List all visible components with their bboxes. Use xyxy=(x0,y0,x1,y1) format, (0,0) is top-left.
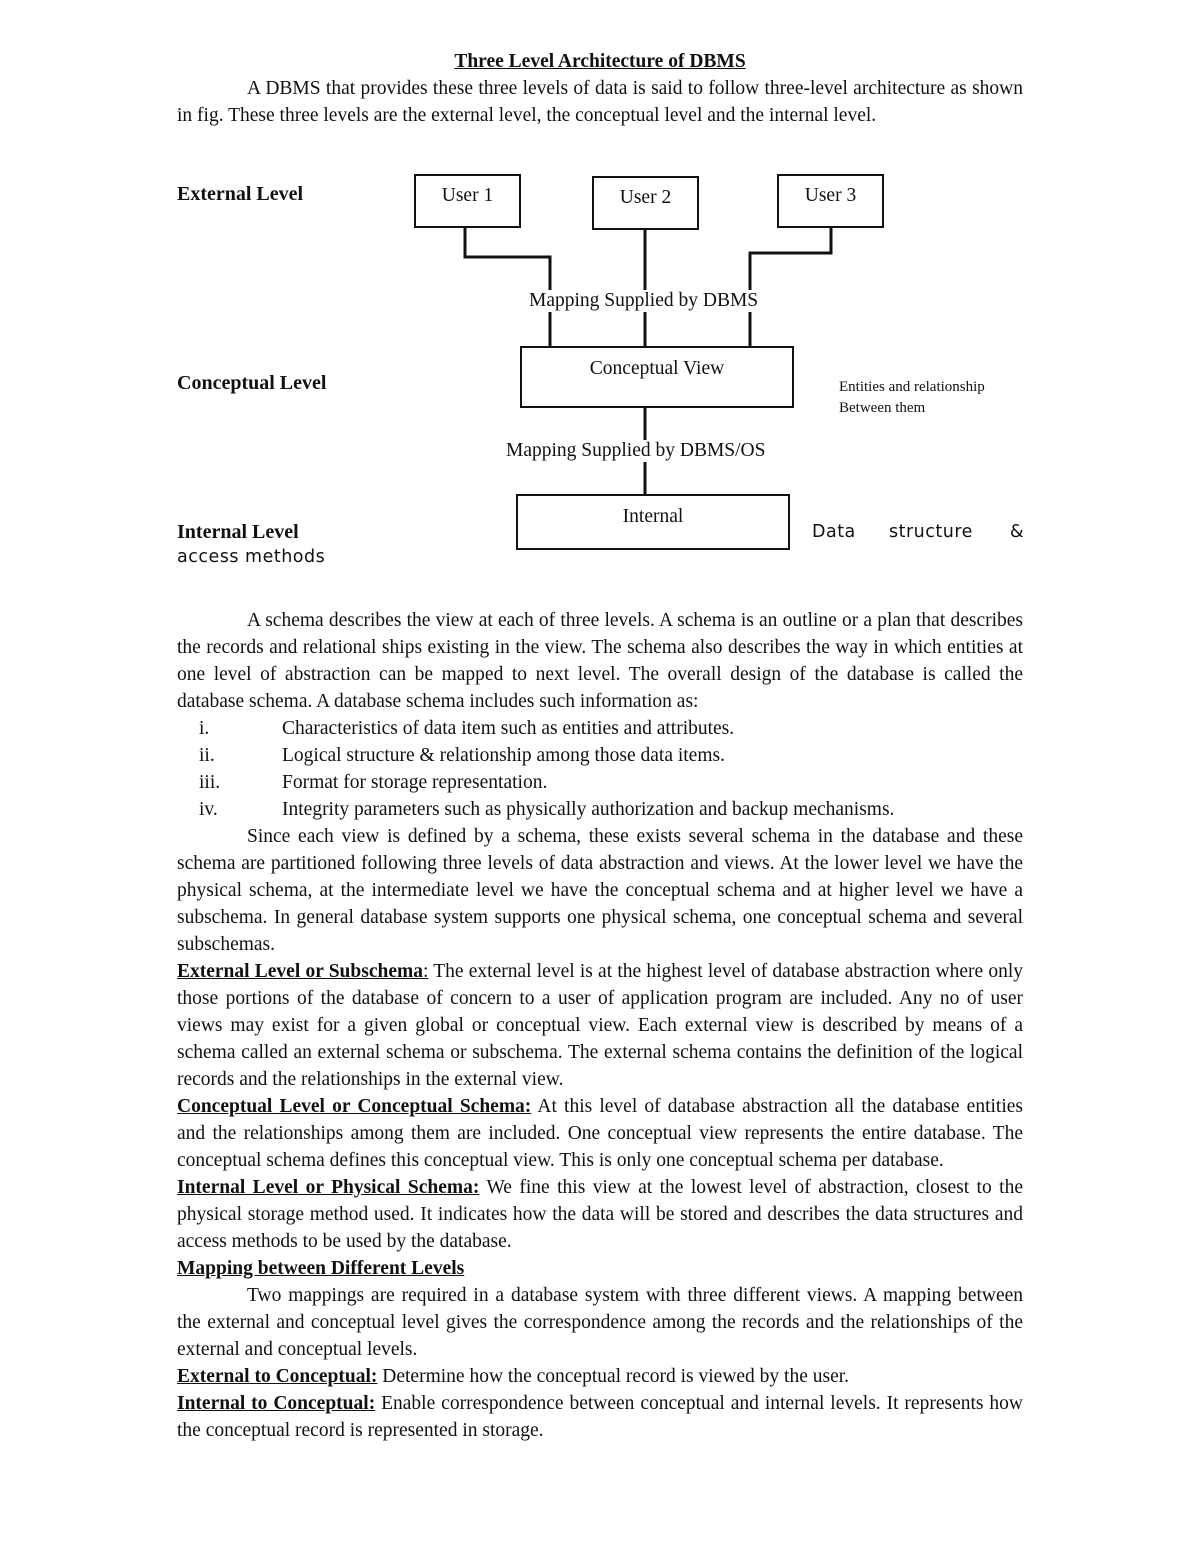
list-number: iii. xyxy=(199,772,221,793)
int-conc-heading: Internal to Conceptual: xyxy=(177,1393,376,1414)
entities-note-line1: Entities and relationship xyxy=(839,379,985,395)
list-number: ii. xyxy=(199,745,215,766)
user3-box: User 3 xyxy=(777,174,884,228)
external-heading: External Level or Subschema xyxy=(177,961,423,982)
internal-text: We fine this view at the lowest level of abstraction, closest to the physical storage method used. It indicates how the data will be stored and describes the data structures and access methods to be used by the database. xyxy=(177,1177,1023,1252)
list-number: i. xyxy=(199,718,210,739)
list-text: Integrity parameters such as physically authorization and backup mechanisms. xyxy=(282,799,895,820)
external-text: The external level is at the highest level of database abstraction where only those portions of the database of concern to a user of application program are included. Any no of user views may exist for a given global or conceptual view. Each external view is described by means of a schema called an external schema or subschema. The external schema contains the definition of the logical records and the relationships in the external view. xyxy=(177,961,1023,1090)
internal-level-label: Internal Level xyxy=(177,521,299,543)
access-methods-note: access methods xyxy=(177,547,326,567)
list-item xyxy=(177,769,1023,796)
conceptual-view-box: Conceptual View xyxy=(520,346,794,408)
external-heading-colon: : xyxy=(422,961,429,982)
conceptual-section xyxy=(177,1093,1023,1174)
int-conc-section xyxy=(177,1390,1023,1444)
connector-user3 xyxy=(750,228,831,347)
internal-heading: Internal Level or Physical Schema: xyxy=(177,1177,480,1198)
mapping-heading: Mapping between Different Levels xyxy=(177,1258,465,1279)
internal-box: Internal xyxy=(516,494,790,550)
mapping-dbms-label: Mapping Supplied by DBMS xyxy=(529,290,759,311)
ext-conc-section xyxy=(177,1363,1023,1390)
document-title: Three Level Architecture of DBMS xyxy=(454,51,746,72)
user1-box: User 1 xyxy=(414,174,521,228)
list-number: iv. xyxy=(199,799,218,820)
conceptual-heading: Conceptual Level or Conceptual Schema: xyxy=(177,1096,532,1117)
schema-info-list xyxy=(177,715,1023,823)
int-conc-text: Enable correspondence between conceptual and internal levels. It represents how the conceptual record is represented in storage. xyxy=(177,1393,1023,1441)
external-section xyxy=(177,958,1023,1093)
mapping-dbms-os-label: Mapping Supplied by DBMS/OS xyxy=(506,440,766,461)
ext-conc-heading: External to Conceptual: xyxy=(177,1366,378,1387)
list-item xyxy=(177,742,1023,769)
conceptual-level-label: Conceptual Level xyxy=(177,372,327,394)
data-structure-note xyxy=(812,522,1024,546)
body-section xyxy=(177,607,1023,1444)
internal-section xyxy=(177,1174,1023,1255)
entities-note xyxy=(839,377,985,419)
ds-word-structure: structure xyxy=(889,522,973,542)
ds-word-ampersand: & xyxy=(1009,522,1024,542)
intro-paragraph: A DBMS that provides these three levels of data is said to follow three-level architecture as shown in fig. These three levels are the external level, the conceptual level and the internal level. xyxy=(177,78,1023,126)
list-item xyxy=(177,796,1023,823)
schema-paragraph: A schema describes the view at each of three levels. A schema is an outline or a plan that describes the records and relational ships existing in the view. The schema also describes the way in which entities at one level of abstraction can be mapped to next level. The overall design of the database is called the database schema. A database schema includes such information as: xyxy=(177,610,1023,712)
user2-box: User 2 xyxy=(592,176,699,230)
list-item xyxy=(177,715,1023,742)
list-text: Characteristics of data item such as entities and attributes. xyxy=(282,718,735,739)
list-text: Logical structure & relationship among those data items. xyxy=(282,745,725,766)
ext-conc-text: Determine how the conceptual record is viewed by the user. xyxy=(377,1366,850,1387)
since-paragraph: Since each view is defined by a schema, these exists several schema in the database and these schema are partitioned following three levels of data abstraction and views. At the lower level we have the physical schema, at the intermediate level we have the conceptual schema and at higher level we have a subschema. In general database system supports one physical schema, one conceptual schema and several subschemas. xyxy=(177,826,1023,955)
ds-word-data: Data xyxy=(812,522,856,542)
entities-note-line2: Between them xyxy=(839,400,926,416)
conceptual-text: At this level of database abstraction all the database entities and the relationships among them are included. One conceptual view represents the entire database. The conceptual schema defines this conceptual view. This is only one conceptual schema per database. xyxy=(177,1096,1023,1171)
mapping-paragraph: Two mappings are required in a database system with three different views. A mapping between the external and conceptual level gives the correspondence among the records and the relationships of the external and conceptual levels. xyxy=(177,1285,1023,1360)
list-text: Format for storage representation. xyxy=(282,772,548,793)
external-level-label: External Level xyxy=(177,183,304,205)
connector-user1 xyxy=(465,228,550,347)
